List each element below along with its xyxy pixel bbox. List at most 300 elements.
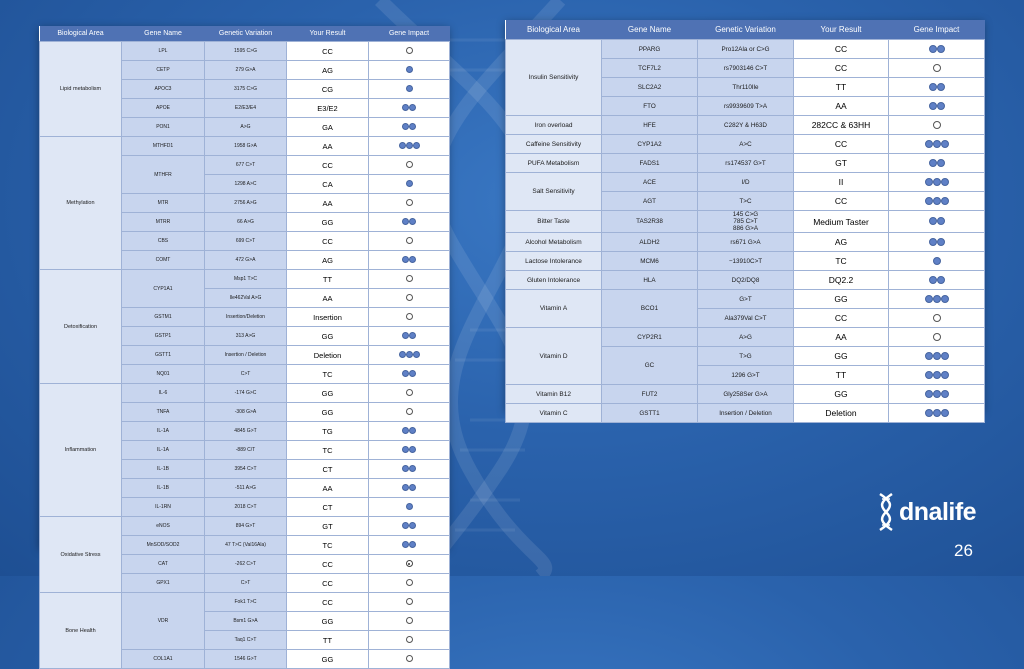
- filled-circle-icon: [925, 371, 933, 379]
- gene-impact-cell: [369, 327, 450, 346]
- biological-area-cell: Vitamin A: [506, 290, 602, 328]
- gene-impact-cell: [369, 460, 450, 479]
- gene-impact-cell: [369, 384, 450, 403]
- genetic-variation-cell: 66 A>G: [205, 213, 287, 232]
- your-result-cell: CC: [794, 309, 889, 328]
- genetic-variation-cell: [698, 211, 794, 233]
- gene-name-cell: MCM6: [602, 252, 698, 271]
- gene-name-cell: IL-1B: [122, 479, 205, 498]
- impact-dots: [402, 218, 416, 225]
- impact-dots: [406, 617, 413, 624]
- genetic-variation-cell: T>C: [698, 192, 794, 211]
- genetic-variation-cell: 279 G>A: [205, 61, 287, 80]
- filled-circle-icon: [409, 465, 416, 472]
- gene-impact-cell: [889, 59, 985, 78]
- impact-dots: [925, 390, 949, 398]
- your-result-cell: AG: [287, 61, 369, 80]
- table-row: [506, 173, 985, 192]
- genetic-variation-cell: -174 G>C: [205, 384, 287, 403]
- empty-circle-icon: [406, 389, 413, 396]
- header-gene-impact: Gene Impact: [889, 20, 985, 40]
- gene-impact-cell: [369, 232, 450, 251]
- empty-circle-icon: [933, 64, 941, 72]
- filled-circle-icon: [402, 123, 409, 130]
- your-result-cell: GG: [794, 385, 889, 404]
- gene-impact-cell: [369, 270, 450, 289]
- your-result-cell: TC: [287, 441, 369, 460]
- filled-circle-icon: [933, 352, 941, 360]
- filled-circle-icon: [409, 104, 416, 111]
- gene-name-cell: GSTT1: [122, 346, 205, 365]
- header-genetic-variation: Genetic Variation: [698, 20, 794, 40]
- gene-name-cell: ACE: [602, 173, 698, 192]
- table-row: [506, 385, 985, 404]
- your-result-cell: GG: [287, 612, 369, 631]
- impact-dots: [406, 180, 413, 187]
- gene-impact-cell: [889, 385, 985, 404]
- gene-impact-cell: [369, 175, 450, 194]
- gene-impact-cell: [889, 347, 985, 366]
- gene-impact-cell: [369, 517, 450, 536]
- your-result-cell: GG: [287, 327, 369, 346]
- table-row: [506, 290, 985, 309]
- filled-circle-icon: [933, 140, 941, 148]
- your-result-cell: GA: [287, 118, 369, 137]
- gene-impact-cell: [369, 137, 450, 156]
- filled-circle-icon: [409, 218, 416, 225]
- genetic-variation-cell: 1595 C>G: [205, 42, 287, 61]
- gene-impact-cell: [369, 403, 450, 422]
- gene-name-cell: LPL: [122, 42, 205, 61]
- biological-area-cell: Insulin Sensitivity: [506, 40, 602, 116]
- empty-circle-icon: [406, 313, 413, 320]
- genetic-variation-cell: Insertion / Deletion: [205, 346, 287, 365]
- impact-dots: [929, 102, 945, 110]
- variation-line: 785 C>T: [733, 218, 758, 225]
- your-result-cell: GG: [287, 384, 369, 403]
- filled-circle-icon: [925, 197, 933, 205]
- impact-dots: [406, 294, 413, 301]
- table-row: [506, 135, 985, 154]
- gene-impact-cell: [369, 441, 450, 460]
- filled-circle-icon: [941, 140, 949, 148]
- gene-impact-cell: [369, 213, 450, 232]
- impact-dots: [402, 370, 416, 377]
- gene-impact-cell: [889, 328, 985, 347]
- filled-circle-icon: [402, 484, 409, 491]
- table-row: [40, 517, 450, 536]
- your-result-cell: AG: [287, 251, 369, 270]
- gene-name-cell: GSTM1: [122, 308, 205, 327]
- gene-impact-cell: [369, 156, 450, 175]
- gene-impact-cell: [889, 366, 985, 385]
- gene-impact-cell: [889, 192, 985, 211]
- variation-line: 145 C>G: [732, 211, 759, 218]
- table-row: [506, 40, 985, 59]
- empty-circle-icon: [406, 636, 413, 643]
- gene-name-cell: FTO: [602, 97, 698, 116]
- impact-dots: [925, 371, 949, 379]
- your-result-cell: CA: [287, 175, 369, 194]
- gene-name-cell: COMT: [122, 251, 205, 270]
- header-your-result: Your Result: [794, 20, 889, 40]
- genetic-variation-cell: Taq1 C>T: [205, 631, 287, 650]
- gene-name-cell: IL-1B: [122, 460, 205, 479]
- genetic-variation-cell: 1298 A>C: [205, 175, 287, 194]
- impact-dots: [402, 123, 416, 130]
- genetic-results-table-left: [39, 26, 449, 664]
- your-result-cell: CC: [794, 59, 889, 78]
- impact-dots: [406, 503, 413, 510]
- empty-circle-icon: [406, 199, 413, 206]
- header-biological-area: Biological Area: [40, 26, 122, 42]
- genetic-variation-cell: E2/E3/E4: [205, 99, 287, 118]
- your-result-cell: CT: [287, 498, 369, 517]
- filled-circle-icon: [402, 427, 409, 434]
- gene-name-cell: MTRR: [122, 213, 205, 232]
- your-result-cell: TC: [287, 536, 369, 555]
- gene-impact-cell: [369, 631, 450, 650]
- gene-name-cell: CYP1A2: [602, 135, 698, 154]
- impact-dots: [929, 159, 945, 167]
- table-row: [40, 42, 450, 61]
- gene-impact-cell: [889, 211, 985, 233]
- filled-circle-icon: [929, 83, 937, 91]
- your-result-cell: AA: [794, 328, 889, 347]
- impact-dots: [406, 598, 413, 605]
- table-row: [506, 154, 985, 173]
- filled-circle-icon: [929, 102, 937, 110]
- gene-impact-cell: [889, 309, 985, 328]
- gene-impact-cell: [369, 346, 450, 365]
- impact-dots: [933, 121, 941, 129]
- header-biological-area: Biological Area: [506, 20, 602, 40]
- gene-name-cell: COL1A1: [122, 650, 205, 669]
- genetic-results-table-right: [505, 20, 984, 418]
- biological-area-cell: Lipid metabolism: [40, 42, 122, 137]
- genetic-variation-cell: Ile462Val A>G: [205, 289, 287, 308]
- biological-area-cell: Salt Sensitivity: [506, 173, 602, 211]
- genetic-variation-cell: 699 C>T: [205, 232, 287, 251]
- your-result-cell: Deletion: [794, 404, 889, 423]
- filled-circle-icon: [399, 351, 406, 358]
- your-result-cell: Medium Taster: [794, 211, 889, 233]
- filled-circle-icon: [402, 465, 409, 472]
- empty-circle-icon: [406, 161, 413, 168]
- genetic-variation-cell: A>G: [205, 118, 287, 137]
- empty-circle-icon: [933, 314, 941, 322]
- gene-impact-cell: [369, 61, 450, 80]
- gene-impact-cell: [889, 116, 985, 135]
- impact-dots: [406, 579, 413, 586]
- your-result-cell: GG: [794, 347, 889, 366]
- gene-name-cell: MnSOD/SOD2: [122, 536, 205, 555]
- filled-circle-icon: [933, 409, 941, 417]
- empty-circle-icon: [406, 275, 413, 282]
- biological-area-cell: PUFA Metabolism: [506, 154, 602, 173]
- your-result-cell: TG: [287, 422, 369, 441]
- genetic-variation-cell: Msp1 T>C: [205, 270, 287, 289]
- your-result-cell: DQ2.2: [794, 271, 889, 290]
- variation-line: 886 G>A: [732, 225, 759, 232]
- impact-dots: [406, 66, 413, 73]
- gene-impact-cell: [369, 194, 450, 213]
- table-row: [40, 384, 450, 403]
- gene-name-cell: APOC3: [122, 80, 205, 99]
- your-result-cell: E3/E2: [287, 99, 369, 118]
- gene-impact-cell: [369, 80, 450, 99]
- table-row: [506, 328, 985, 347]
- gene-impact-cell: [369, 612, 450, 631]
- impact-dots: [933, 257, 941, 265]
- filled-circle-icon: [406, 85, 413, 92]
- impact-dots: [933, 333, 941, 341]
- genetic-variation-cell: 3954 C>T: [205, 460, 287, 479]
- gene-name-cell: TNFA: [122, 403, 205, 422]
- filled-circle-icon: [409, 256, 416, 263]
- table-row: [506, 271, 985, 290]
- header-gene-impact: Gene Impact: [369, 26, 450, 42]
- impact-dots: [929, 276, 945, 284]
- genetic-variation-cell: -262 C>T: [205, 555, 287, 574]
- genetic-variation-cell: 313 A>G: [205, 327, 287, 346]
- filled-circle-icon: [406, 351, 413, 358]
- genetic-variation-cell: I/D: [698, 173, 794, 192]
- filled-circle-icon: [941, 352, 949, 360]
- your-result-cell: CG: [287, 80, 369, 99]
- gene-name-cell: SLC2A2: [602, 78, 698, 97]
- filled-circle-icon: [409, 332, 416, 339]
- filled-circle-icon: [929, 159, 937, 167]
- gene-impact-cell: [369, 289, 450, 308]
- table-row: [40, 137, 450, 156]
- biological-area-cell: Lactose Intolerance: [506, 252, 602, 271]
- gene-impact-cell: [889, 78, 985, 97]
- filled-circle-icon: [402, 446, 409, 453]
- your-result-cell: CC: [287, 555, 369, 574]
- gene-name-cell: IL-1A: [122, 441, 205, 460]
- impact-dots: [925, 295, 949, 303]
- empty-circle-icon: [406, 294, 413, 301]
- gene-name-cell: HLA: [602, 271, 698, 290]
- filled-circle-icon: [941, 409, 949, 417]
- header-gene-name: Gene Name: [602, 20, 698, 40]
- filled-circle-icon: [933, 390, 941, 398]
- table-header-row: [506, 20, 985, 40]
- header-your-result: Your Result: [287, 26, 369, 42]
- gene-name-cell: MTHFD1: [122, 137, 205, 156]
- table-row: [506, 252, 985, 271]
- empty-circle-icon: [406, 579, 413, 586]
- genetic-variation-cell: 472 G>A: [205, 251, 287, 270]
- biological-area-cell: Methylation: [40, 137, 122, 270]
- impact-dots: [925, 197, 949, 205]
- impact-dots: [402, 427, 416, 434]
- gene-impact-cell: [369, 99, 450, 118]
- empty-circle-icon: [406, 598, 413, 605]
- filled-circle-icon: [929, 238, 937, 246]
- your-result-cell: GT: [794, 154, 889, 173]
- impact-dots: [402, 332, 416, 339]
- your-result-cell: GG: [287, 403, 369, 422]
- your-result-cell: GG: [287, 650, 369, 669]
- gene-name-cell: CAT: [122, 555, 205, 574]
- filled-circle-icon: [929, 45, 937, 53]
- filled-circle-icon: [929, 276, 937, 284]
- biological-area-cell: Alcohol Metabolism: [506, 233, 602, 252]
- filled-circle-icon: [409, 484, 416, 491]
- impact-dots: [929, 83, 945, 91]
- genetic-variation-cell: rs671 G>A: [698, 233, 794, 252]
- genetic-variation-cell: C>T: [205, 365, 287, 384]
- filled-circle-icon: [941, 390, 949, 398]
- impact-dots: [406, 237, 413, 244]
- impact-dots: [406, 313, 413, 320]
- filled-circle-icon: [941, 295, 949, 303]
- genetic-variation-cell: Thr110Ile: [698, 78, 794, 97]
- genetic-variation-cell: C282Y & H63D: [698, 116, 794, 135]
- biological-area-cell: Inflammation: [40, 384, 122, 517]
- gene-name-cell: HFE: [602, 116, 698, 135]
- your-result-cell: Deletion: [287, 346, 369, 365]
- filled-circle-icon: [413, 142, 420, 149]
- impact-dots: [933, 64, 941, 72]
- impact-dots: [406, 275, 413, 282]
- gene-name-cell: PPARG: [602, 40, 698, 59]
- gene-impact-cell: [889, 233, 985, 252]
- empty-circle-icon: [406, 237, 413, 244]
- gene-name-cell: CBS: [122, 232, 205, 251]
- empty-circle-icon: [933, 333, 941, 341]
- genetic-variation-cell: 4845 G>T: [205, 422, 287, 441]
- gene-name-cell: CYP2R1: [602, 328, 698, 347]
- your-result-cell: AA: [287, 137, 369, 156]
- gene-name-cell: GSTT1: [602, 404, 698, 423]
- filled-circle-icon: [937, 217, 945, 225]
- filled-circle-icon: [409, 446, 416, 453]
- gene-name-cell: VDR: [122, 593, 205, 650]
- table-row: [40, 270, 450, 289]
- impact-dots: [929, 238, 945, 246]
- genetic-variation-cell: −13910C>T: [698, 252, 794, 271]
- table-row: [506, 116, 985, 135]
- filled-circle-icon: [937, 102, 945, 110]
- empty-circle-icon: [406, 408, 413, 415]
- your-result-cell: AA: [287, 479, 369, 498]
- table-header-row: [40, 26, 450, 42]
- genetic-variation-cell: -511 A>G: [205, 479, 287, 498]
- filled-circle-icon: [402, 256, 409, 263]
- gene-name-cell: CYP1A1: [122, 270, 205, 308]
- gene-impact-cell: [889, 290, 985, 309]
- gene-name-cell: PON1: [122, 118, 205, 137]
- gene-impact-cell: [369, 308, 450, 327]
- empty-circle-icon: [406, 617, 413, 624]
- filled-circle-icon: [941, 178, 949, 186]
- empty-circle-icon: [933, 121, 941, 129]
- your-result-cell: AA: [287, 289, 369, 308]
- filled-circle-icon: [409, 427, 416, 434]
- impact-dots: [406, 560, 413, 567]
- filled-circle-icon: [933, 371, 941, 379]
- impact-dots: [406, 389, 413, 396]
- genetic-variation-cell: rs7903146 C>T: [698, 59, 794, 78]
- impact-dots: [406, 47, 413, 54]
- table-row: [506, 404, 985, 423]
- header-genetic-variation: Genetic Variation: [205, 26, 287, 42]
- impact-dots: [402, 541, 416, 548]
- gene-name-cell: MTR: [122, 194, 205, 213]
- genetic-variation-cell: 1296 G>T: [698, 366, 794, 385]
- filled-circle-icon: [409, 522, 416, 529]
- genetic-variation-cell: DQ2/DQ8: [698, 271, 794, 290]
- impact-dots: [402, 446, 416, 453]
- gene-impact-cell: [369, 574, 450, 593]
- gene-impact-cell: [889, 97, 985, 116]
- impact-dots: [929, 217, 945, 225]
- filled-circle-icon: [925, 352, 933, 360]
- genetic-variation-cell: 2018 C>T: [205, 498, 287, 517]
- dnalife-logo: [876, 492, 976, 532]
- filled-circle-icon: [941, 197, 949, 205]
- filled-circle-icon: [925, 140, 933, 148]
- filled-circle-icon: [941, 371, 949, 379]
- gene-name-cell: APOE: [122, 99, 205, 118]
- genetic-variation-cell: Bsm1 G>A: [205, 612, 287, 631]
- impact-dots: [925, 409, 949, 417]
- filled-circle-icon: [406, 66, 413, 73]
- your-result-cell: CC: [794, 135, 889, 154]
- gene-name-cell: FADS1: [602, 154, 698, 173]
- impact-dots: [402, 256, 416, 263]
- filled-circle-icon: [399, 142, 406, 149]
- genetic-variation-cell: rs174537 G>T: [698, 154, 794, 173]
- gene-name-cell: TAS2R38: [602, 211, 698, 233]
- impact-dots: [933, 314, 941, 322]
- genetic-variation-cell: 3175 C>G: [205, 80, 287, 99]
- gene-impact-cell: [889, 252, 985, 271]
- filled-circle-icon: [933, 257, 941, 265]
- your-result-cell: TT: [794, 366, 889, 385]
- filled-circle-icon: [402, 332, 409, 339]
- genetic-variation-cell: G>T: [698, 290, 794, 309]
- your-result-cell: AA: [287, 194, 369, 213]
- gene-impact-cell: [889, 135, 985, 154]
- your-result-cell: TC: [287, 365, 369, 384]
- filled-circle-icon: [933, 197, 941, 205]
- filled-circle-icon: [933, 178, 941, 186]
- gene-impact-cell: [369, 42, 450, 61]
- gene-name-cell: TCF7L2: [602, 59, 698, 78]
- table-row: [506, 233, 985, 252]
- your-result-cell: TT: [287, 631, 369, 650]
- gene-impact-cell: [889, 173, 985, 192]
- genetic-variation-cell: 1546 G>T: [205, 650, 287, 669]
- gene-impact-cell: [369, 593, 450, 612]
- your-result-cell: AG: [794, 233, 889, 252]
- your-result-cell: CT: [287, 460, 369, 479]
- filled-circle-icon: [929, 217, 937, 225]
- your-result-cell: TC: [794, 252, 889, 271]
- impact-dots: [406, 161, 413, 168]
- impact-dots: [925, 178, 949, 186]
- gene-name-cell: IL-1RN: [122, 498, 205, 517]
- impact-dots: [925, 140, 949, 148]
- gene-impact-cell: [369, 650, 450, 669]
- gene-name-cell: GSTP1: [122, 327, 205, 346]
- gene-name-cell: eNOS: [122, 517, 205, 536]
- dna-helix-icon: [876, 492, 896, 532]
